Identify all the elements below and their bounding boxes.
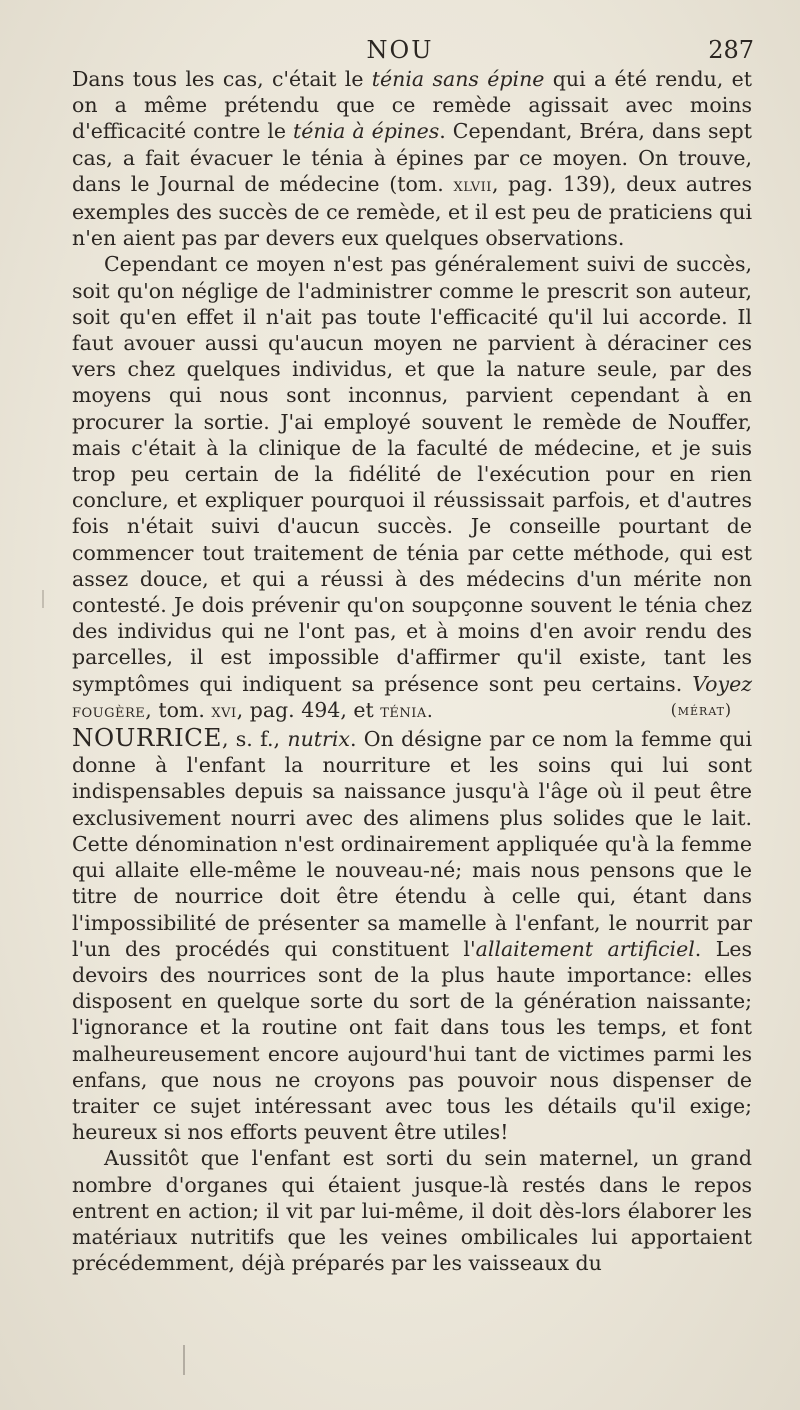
paper-speck bbox=[42, 590, 44, 608]
text-run: . Cependant, Bréra, dans sept cas, a fait évacuer le ténia à épines par ce moyen. On trouve, dans le Journal de médecine (tom. bbox=[72, 119, 752, 196]
text-run: qui a été rendu, et on a même prétendu que ce remède agissait avec moins d'efficacité contre le bbox=[72, 67, 753, 144]
text-run: , s. f., bbox=[221, 727, 288, 752]
text-run: Aussitôt que l'enfant est sorti du sein maternel, un grand nombre d'organes qui étaient jusque-là restés dans le repos entrent en action; il vit par lui-même, il doit dès-lors élaborer les matériaux nutritifs que les veines ombilicales lui apportaient précédemment, déjà préparés par les vaisseaux du bbox=[72, 1146, 752, 1276]
text-run: , pag. 494, et bbox=[236, 697, 381, 722]
italic-term: ténia à épines bbox=[293, 119, 440, 144]
italic-term: allaitement artificiel bbox=[475, 936, 695, 961]
entry-nourrice bbox=[72, 725, 752, 1145]
text-run: . On désigne par ce nom la femme qui donne à l'enfant la nourriture et les soins qui lui sont indispensables depuis sa naissance jusqu'à l'âge où il peut être exclusivement nourri avec des alimens plus solides que le lait. Cette dénomination n'est ordinairement appliquée qu'à la femme qui allaite elle-même le nouveau-né; mais nous pensons que le titre de nourrice doit être étendu à celle qui, étant dans l'impossibilité de présenter sa mamelle à l'enfant, le nourrit par l'un des procédés qui constituent l' bbox=[72, 727, 753, 961]
author-signature: (mérat) bbox=[670, 700, 732, 719]
text-run: , tom. bbox=[145, 697, 212, 722]
text-run: Dans tous les cas, c'était le bbox=[72, 67, 372, 91]
cross-reference: ténia. bbox=[380, 700, 434, 722]
paragraph-tenia-remedy bbox=[72, 66, 752, 251]
text-run: . Les devoirs des nourrices sont de la plus haute importance: elles disposent en quelque sorte du sort de la génération naissante; l'ignorance et la routine ont fait dans tous les temps, et font malheureusement encore aujourd'hui tant de victimes parmi les enfans, que nous ne croyons pas pouvoir nous dispenser de traiter ce sujet intéressant avec tous les détails qu'il exige; heureux si nos efforts peuvent être utiles! bbox=[72, 936, 752, 1145]
cross-reference: fougère bbox=[72, 700, 146, 722]
paragraph-birth bbox=[72, 1145, 752, 1276]
italic-term: ténia sans épine bbox=[371, 67, 545, 91]
body-text bbox=[72, 66, 752, 1276]
paper-speck bbox=[183, 1345, 185, 1375]
italic-term: nutrix bbox=[287, 727, 350, 752]
text-run: Cependant ce moyen n'est pas généralement suivi de succès, soit qu'on néglige de l'administrer comme le prescrit son auteur, soit qu'en effet il n'ait pas toute l'efficacité qu'il lui accorde. Il faut avouer aussi qu'aucun moyen ne parvient à déraciner ces vers chez quelques individus, et que la nature seule, par des moyens qui nous sont inconnus, parvient cependant à en procurer la sortie. J'ai employé souvent le remède de Nouffer, mais c'était à la clinique de la faculté de médecine, et je suis trop peu certain de la fidélité de l'exécution pour en rien conclure, et expliquer pourquoi il réussissait parfois, et d'autres fois n'était suivi d'aucun succès. Je conseille pourtant de commencer tout traitement de ténia par cette méthode, qui est assez douce, et qui a réussi à des médecins d'un mérite non contesté. Je dois prévenir qu'on soupçonne souvent le ténia chez des individus qui ne l'ont pas, et à moins d'en avoir rendu des parcelles, il est impossible d'affirmer qu'il existe, tant les symptômes qui indiquent sa présence sont peu certains. bbox=[72, 252, 752, 696]
paragraph-success-limits bbox=[72, 251, 752, 725]
volume-numeral: xlvii bbox=[453, 174, 492, 196]
volume-numeral: xvi bbox=[211, 700, 237, 722]
text-run: , pag. 139), deux autres exemples des succès de ce remède, et il est peu de praticiens qui n'en aient pas par devers eux quelques observations. bbox=[72, 171, 752, 251]
italic-term: Voyez bbox=[692, 671, 752, 696]
page-header bbox=[0, 36, 800, 68]
running-head: NOU bbox=[366, 36, 434, 64]
entry-headword: NOURRICE bbox=[72, 723, 222, 753]
page-number: 287 bbox=[708, 36, 754, 64]
